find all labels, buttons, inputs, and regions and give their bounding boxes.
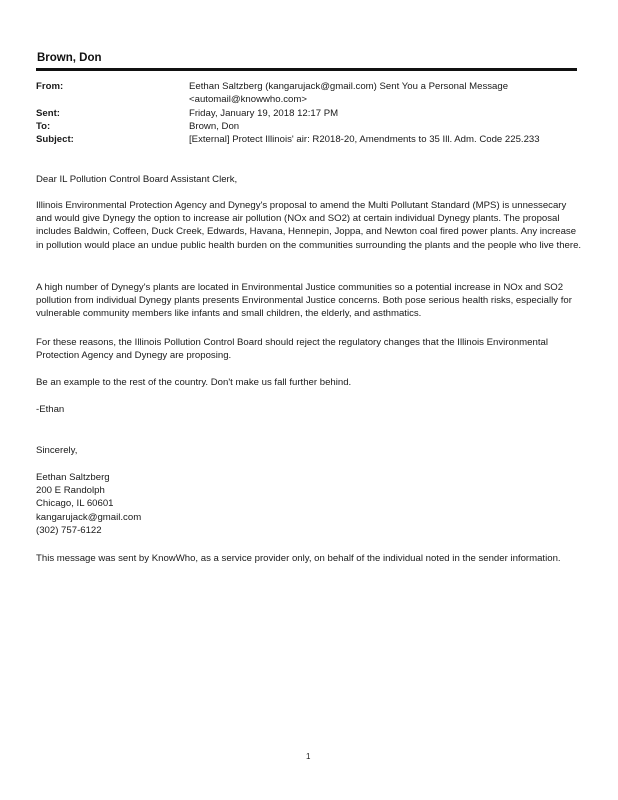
sender-email: kangarujack@gmail.com: [36, 511, 142, 523]
from-value-address: <automail@knowwho.com>: [189, 94, 307, 105]
subject-value: [External] Protect Illinois' air: R2018-20, Amendments to 35 Ill. Adm. Code 225.233: [189, 134, 540, 145]
sent-label: Sent:: [36, 108, 60, 119]
sent-value: Friday, January 19, 2018 12:17 PM: [189, 108, 339, 119]
paragraph-1-text: Illinois Environmental Protection Agency and Dynegy's proposal to amend the Multi Pollutant Standard (MPS) is unnessecary and would give Dynegy the option to increase air pollution (NOx and SO2) at certain individual Dynegy plants. The proposal includes Baldwin, Coffeen, Duck Creek, Edwards, Havana, Hennepin, Joppa, and Newton coal fired power plants. Any increase in pollution would place an undue public health burden on the communities surrounding the plants and the people who live there.: [36, 200, 582, 251]
to-label: To:: [36, 121, 51, 132]
subject-label: Subject:: [36, 134, 74, 145]
paragraph-3-text: For these reasons, the Illinois Pollution Control Board should reject the regulatory changes that the Illinois Environmental Protection Agency and Dynegy are proposing.: [36, 337, 548, 362]
salutation-text: Dear IL Pollution Control Board Assistant Clerk,: [36, 174, 238, 185]
footer-note: [36, 552, 582, 565]
page-number: 1: [306, 752, 311, 761]
from-label: From:: [36, 81, 64, 92]
paragraph-3: [36, 336, 582, 362]
header-divider: [36, 68, 577, 71]
sender-name: Eethan Saltzberg: [36, 472, 110, 483]
signature-block: [36, 471, 141, 537]
salutation: [36, 173, 582, 186]
sender-street: 200 E Randolph: [36, 485, 105, 497]
footer-note-text: This message was sent by KnowWho, as a service provider only, on behalf of the individual noted in the sender information.: [36, 553, 561, 564]
closing-text: Sincerely,: [36, 445, 78, 456]
paragraph-2-text: A high number of Dynegy's plants are located in Environmental Justice communities so a potential increase in NOx and SO2 pollution from individual Dynegy plants presents Environmental Justice concerns. Both pose serious health risks, especially for vulnerable community members like infants and small children, the elderly, and asthmatics.: [36, 282, 572, 320]
paragraph-1: [36, 199, 582, 252]
paragraph-4: [36, 376, 582, 389]
closing: [36, 444, 77, 457]
paragraph-2: [36, 281, 582, 321]
signoff-short-text: -Ethan: [36, 404, 65, 415]
from-value: Eethan Saltzberg (kangarujack@gmail.com) Sent You a Personal Message: [189, 81, 509, 92]
signoff-short: [36, 403, 582, 416]
sender-city: Chicago, IL 60601: [36, 498, 114, 510]
sender-phone: (302) 757-6122: [36, 524, 102, 536]
to-value: Brown, Don: [189, 121, 240, 132]
mailbox-owner-name: Brown, Don: [37, 52, 102, 64]
paragraph-4-text: Be an example to the rest of the country. Don't make us fall further behind.: [36, 377, 352, 388]
